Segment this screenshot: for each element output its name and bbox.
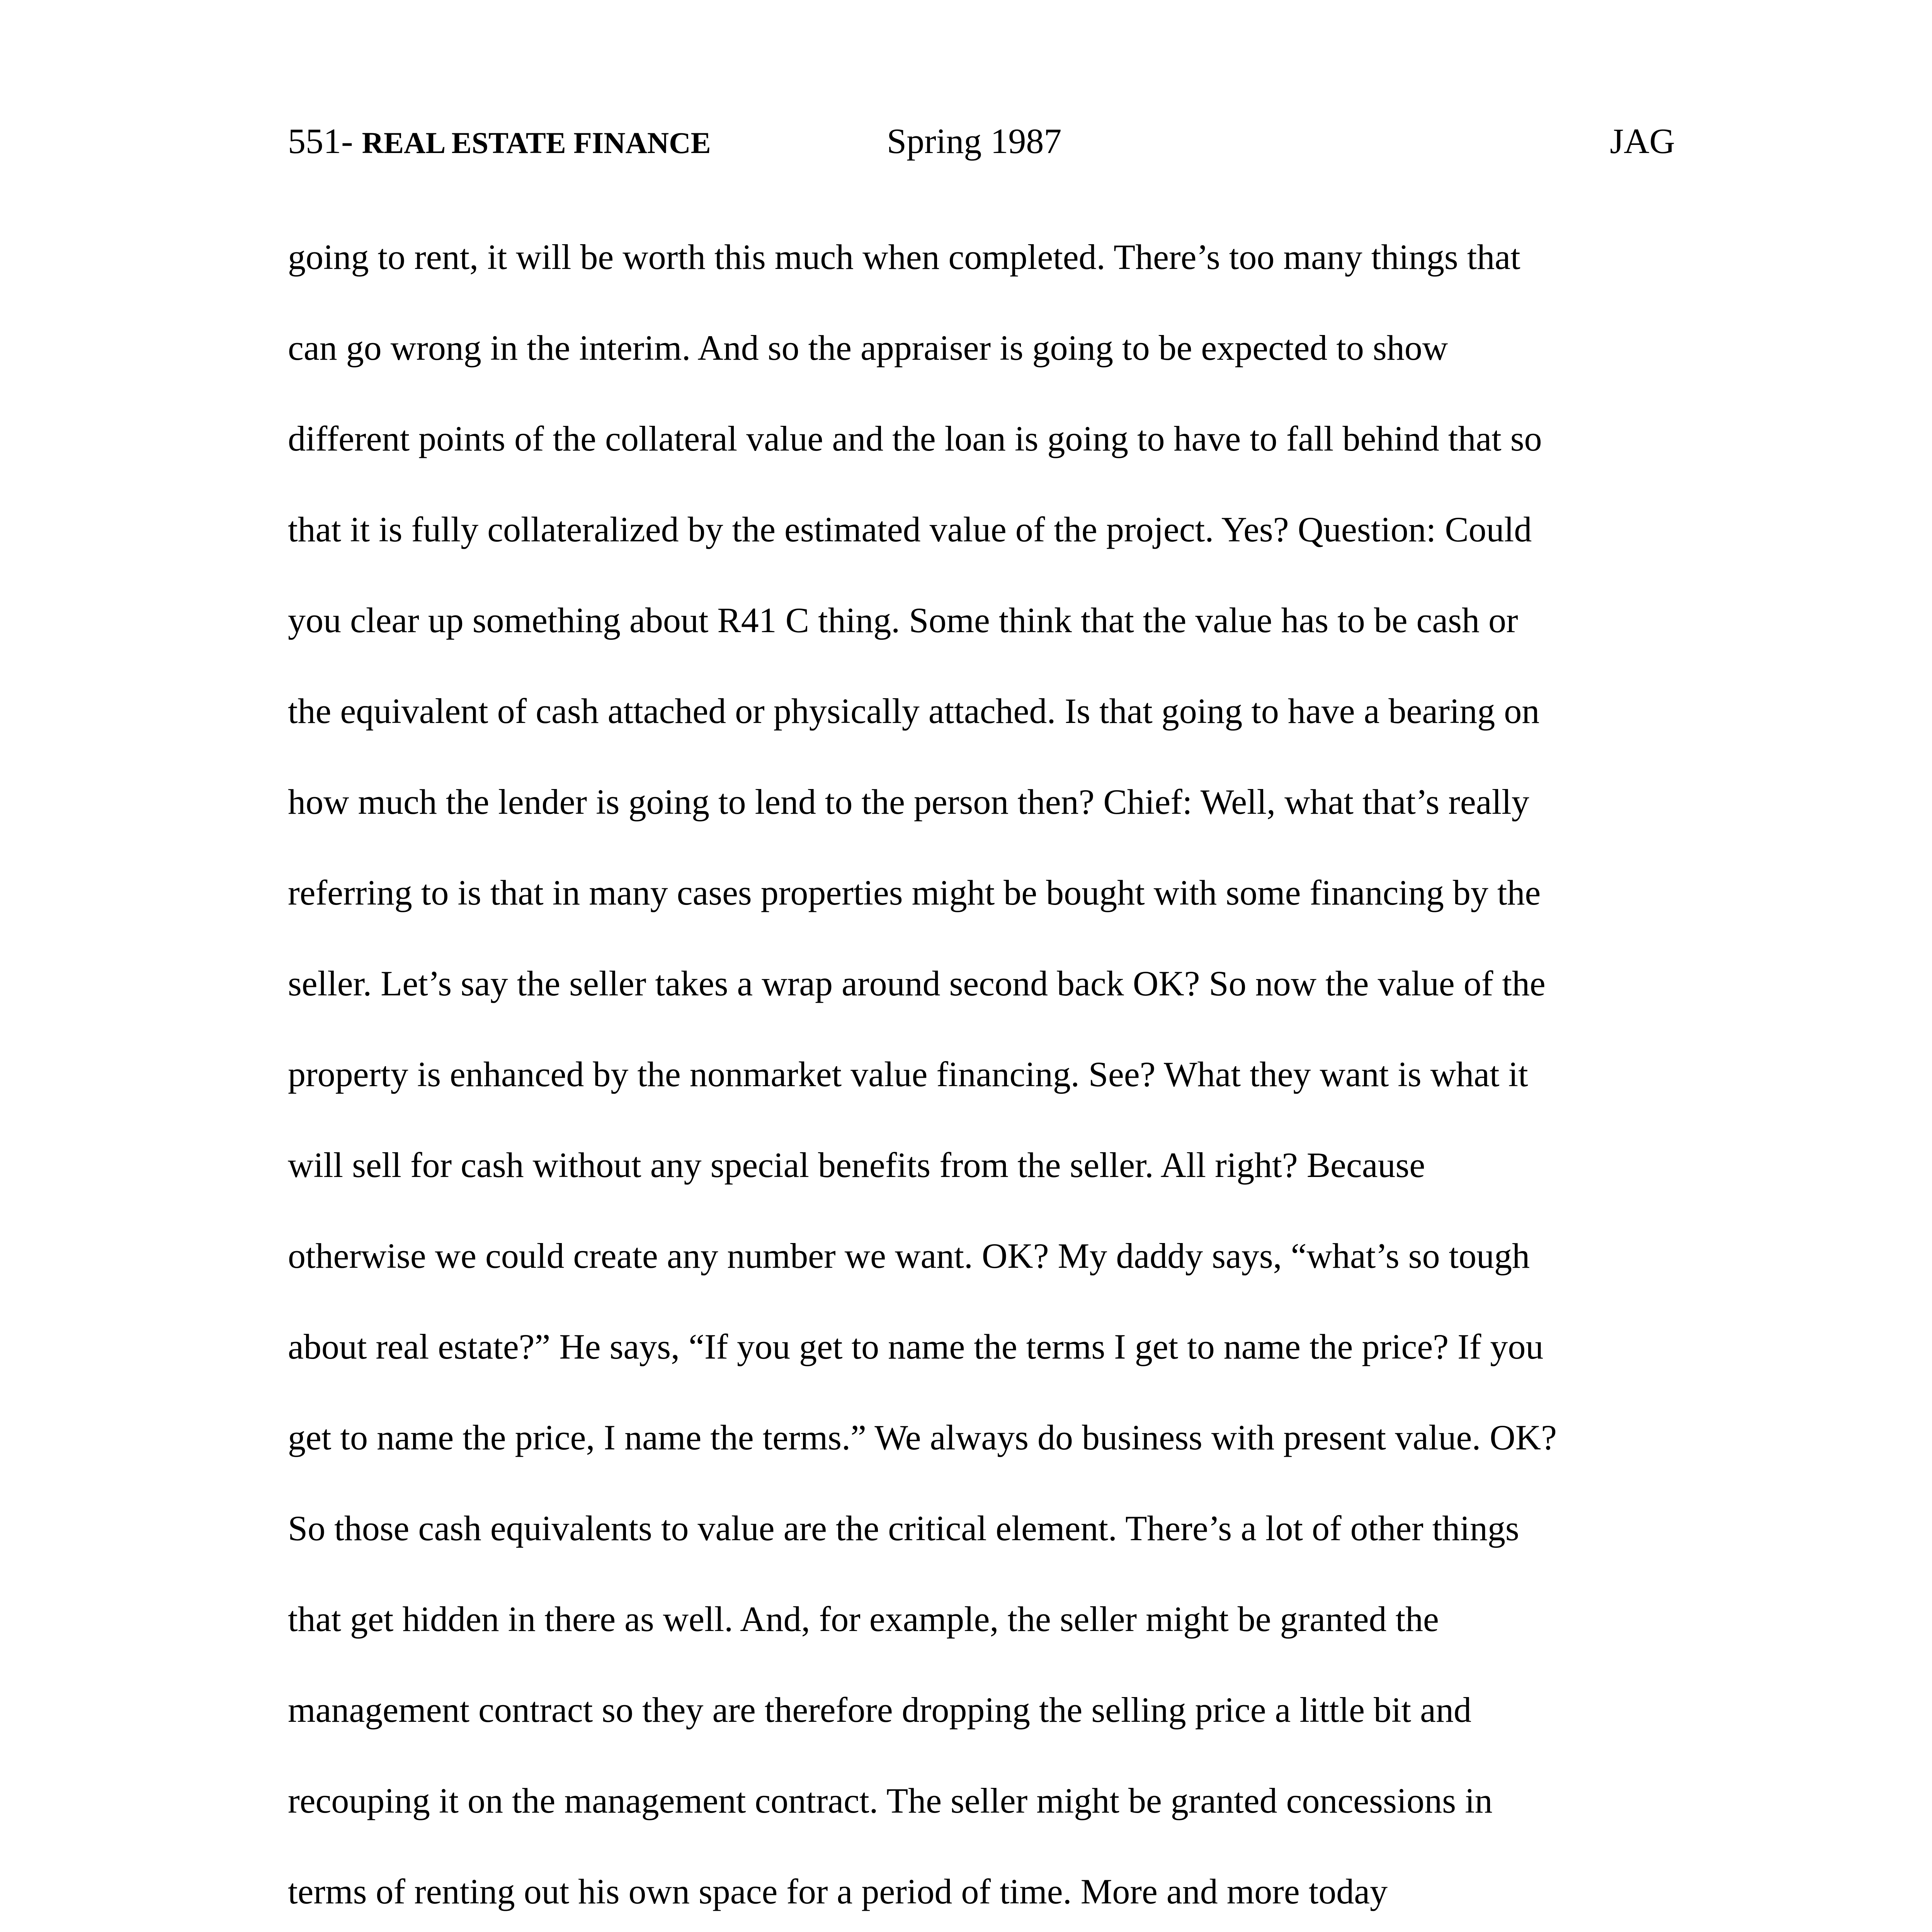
text-line: recouping it on the management contract. The seller might be granted concessions in (288, 1781, 1493, 1820)
header-course-title: REAL ESTATE FINANCE (362, 126, 711, 160)
text-line: management contract so they are therefore dropping the selling price a little bit and (288, 1690, 1471, 1730)
header-course-number: 551- (288, 121, 353, 161)
text-line: otherwise we could create any number we want. OK? My daddy says, “what’s so tough (288, 1236, 1530, 1276)
text-line: terms of renting out his own space for a period of time. More and more today (288, 1872, 1388, 1911)
text-line: how much the lender is going to lend to the person then? Chief: Well, what that’s really (288, 782, 1529, 821)
text-line: the equivalent of cash attached or physically attached. Is that going to have a bearing on (288, 691, 1540, 731)
text-line: can go wrong in the interim. And so the appraiser is going to be expected to show (288, 328, 1448, 367)
header-course (288, 116, 711, 168)
text-line: So those cash equivalents to value are the critical element. There’s a lot of other things (288, 1509, 1519, 1548)
text-line: property is enhanced by the nonmarket value financing. See? What they want is what it (288, 1054, 1528, 1094)
header-term: Spring 1987 (887, 121, 1062, 161)
header-initials: JAG (1610, 121, 1675, 161)
transcript-body (288, 232, 1687, 1932)
text-line: will sell for cash without any special benefits from the seller. All right? Because (288, 1145, 1425, 1185)
text-line: get to name the price, I name the terms.” We always do business with present value. OK? (288, 1418, 1557, 1457)
text-line: that it is fully collateralized by the estimated value of the project. Yes? Question: Could (288, 510, 1532, 549)
text-line: seller. Let’s say the seller takes a wrap around second back OK? So now the value of the (288, 964, 1546, 1003)
text-line: that get hidden in there as well. And, for example, the seller might be granted the (288, 1599, 1439, 1639)
text-line: different points of the collateral value and the loan is going to have to fall behind that so (288, 419, 1542, 458)
text-line: you clear up something about R41 C thing. Some think that the value has to be cash or (288, 600, 1518, 640)
page-header (288, 116, 1675, 166)
text-line: going to rent, it will be worth this much when completed. There’s too many things that (288, 237, 1520, 277)
text-line: referring to is that in many cases properties might be bought with some financing by the (288, 873, 1541, 912)
text-line: about real estate?” He says, “If you get to name the terms I get to name the price? If you (288, 1327, 1544, 1366)
